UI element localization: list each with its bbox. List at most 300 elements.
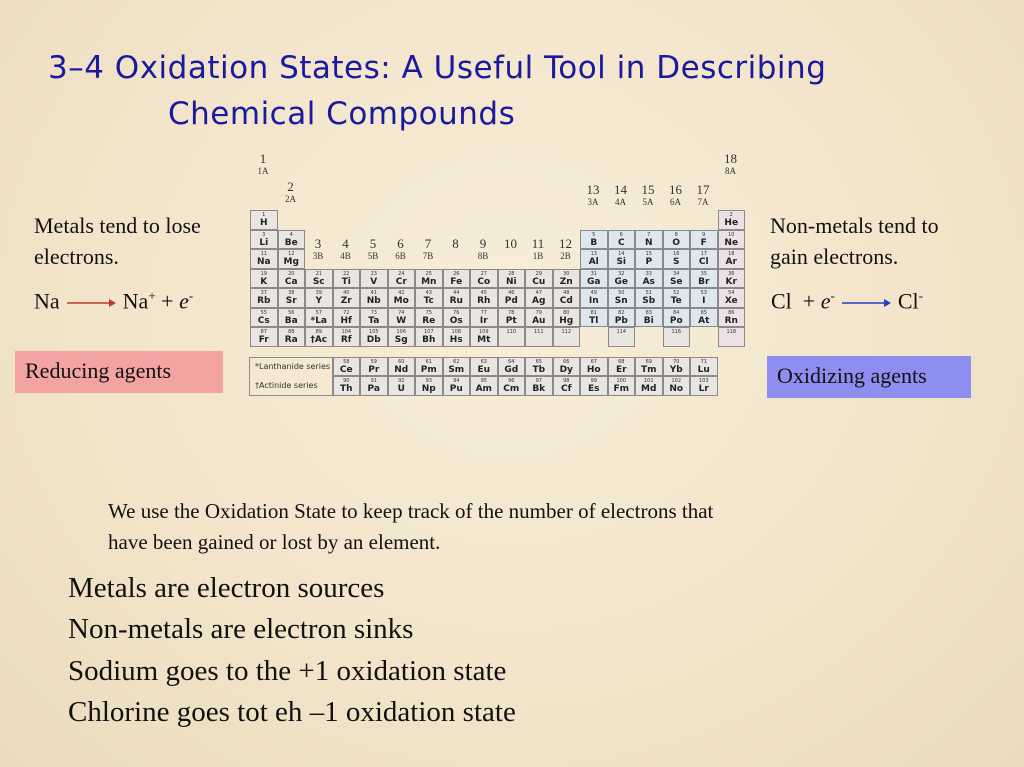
element-cell	[388, 308, 416, 328]
atomic-number: 61	[425, 358, 432, 365]
element-cell	[525, 327, 553, 347]
atomic-number: 71	[700, 358, 707, 365]
element-symbol: Ga	[587, 276, 601, 287]
atomic-number: 10	[728, 231, 735, 238]
element-cell	[415, 269, 443, 289]
element-symbol: Ni	[505, 276, 517, 287]
eq-na: Na	[34, 288, 60, 314]
element-cell	[525, 376, 553, 396]
element-cell	[250, 249, 278, 269]
element-cell	[635, 376, 663, 396]
group-subscript: 1B	[532, 251, 544, 261]
element-cell	[305, 308, 333, 328]
element-cell	[360, 288, 388, 308]
element-cell	[278, 308, 306, 328]
atomic-number: 33	[645, 270, 652, 277]
element-symbol: Cf	[560, 384, 572, 394]
element-cell	[250, 288, 278, 308]
element-symbol: Kr	[725, 276, 737, 287]
atomic-number: 37	[260, 290, 267, 296]
element-cell	[608, 269, 636, 289]
element-symbol: Fe	[450, 276, 463, 287]
element-symbol: Es	[587, 384, 600, 394]
element-cell	[553, 288, 581, 308]
group-number: 10	[504, 236, 517, 251]
element-symbol: Li	[259, 237, 269, 248]
element-cell	[278, 288, 306, 308]
element-symbol: Br	[698, 276, 710, 287]
element-symbol: W	[396, 315, 407, 326]
atomic-number: 91	[370, 378, 377, 384]
group-subscript: 7B	[422, 251, 434, 261]
element-cell	[250, 210, 278, 230]
group-number: 5	[369, 236, 377, 251]
group-label-10	[500, 238, 522, 251]
element-symbol: Nd	[394, 364, 409, 375]
group-label-7	[417, 238, 439, 262]
atomic-number: 108	[451, 329, 462, 335]
element-symbol: Fr	[258, 335, 269, 345]
element-symbol: Rf	[340, 335, 352, 345]
atomic-number: 25	[425, 270, 432, 277]
group-label-9	[472, 238, 494, 262]
element-cell	[608, 327, 636, 347]
element-cell	[663, 269, 691, 289]
element-cell	[250, 230, 278, 250]
element-symbol: Zr	[340, 296, 352, 306]
element-cell	[718, 327, 746, 347]
element-cell	[443, 357, 471, 377]
element-cell	[415, 357, 443, 377]
element-cell	[415, 376, 443, 396]
group-subscript: 4A	[615, 197, 626, 207]
eq-plus: +	[155, 288, 180, 314]
atomic-number: 57	[315, 309, 322, 316]
group-subscript: 4B	[340, 251, 351, 261]
element-symbol: As	[642, 276, 655, 287]
element-cell	[580, 230, 608, 250]
atomic-number: 40	[343, 290, 350, 296]
atomic-number: 2	[729, 212, 733, 218]
group-label-2	[280, 181, 302, 205]
atomic-number: 111	[533, 329, 544, 335]
element-symbol: Sr	[285, 296, 297, 306]
element-cell	[388, 288, 416, 308]
element-symbol: Gd	[504, 364, 519, 375]
atomic-number: 54	[728, 290, 735, 296]
element-cell	[608, 288, 636, 308]
atomic-number: 30	[563, 270, 570, 277]
actinide-series-label: †Actinide series	[255, 381, 318, 390]
element-cell	[525, 357, 553, 377]
element-symbol: At	[698, 315, 710, 326]
element-symbol: Cs	[257, 315, 270, 326]
element-symbol: Ra	[284, 335, 298, 345]
atomic-number: 9	[702, 231, 706, 238]
atomic-number: 110	[506, 329, 517, 335]
group-label-1	[252, 153, 274, 177]
element-cell	[333, 308, 361, 328]
metals-lose-text	[34, 210, 201, 272]
atomic-number: 95	[480, 378, 487, 384]
element-symbol: Nb	[366, 296, 381, 306]
atomic-number: 16	[673, 251, 680, 257]
element-symbol: Mt	[477, 335, 491, 345]
element-symbol: Hf	[340, 315, 352, 326]
atomic-number: 109	[478, 329, 489, 335]
element-symbol: H	[259, 218, 268, 228]
atomic-number: 67	[590, 358, 597, 365]
group-subscript: 8A	[725, 166, 736, 176]
element-cell	[498, 327, 526, 347]
group-number: 13	[586, 182, 600, 197]
element-symbol: Cl	[698, 257, 709, 267]
atomic-number: 31	[590, 270, 597, 277]
element-symbol: Ho	[586, 364, 601, 375]
element-symbol: Pa	[367, 384, 380, 394]
element-symbol: He	[724, 218, 739, 228]
atomic-number: 62	[453, 358, 460, 365]
atomic-number: 102	[671, 378, 682, 384]
group-label-3	[307, 238, 329, 262]
bullet-4: Chlorine goes tot eh –1 oxidation state	[68, 696, 516, 728]
atomic-number: 46	[508, 290, 515, 296]
element-symbol: Hg	[559, 315, 574, 326]
element-cell	[718, 269, 746, 289]
element-symbol: Sn	[614, 296, 628, 306]
group-number: 15	[641, 182, 655, 197]
element-symbol: I	[702, 296, 706, 306]
element-cell	[470, 269, 498, 289]
atomic-number: 63	[480, 358, 487, 365]
atomic-number: 45	[480, 290, 487, 296]
atomic-number: 1	[262, 212, 266, 218]
element-cell	[663, 249, 691, 269]
element-symbol: Tl	[589, 315, 599, 326]
group-number: 16	[669, 182, 682, 197]
element-symbol: Bk	[532, 384, 546, 394]
group-subscript: 8B	[477, 251, 489, 261]
atomic-number: 26	[453, 270, 460, 277]
metals-lose-line-1: Metals tend to lose	[34, 213, 201, 238]
group-number: 8	[452, 236, 459, 251]
element-cell	[635, 269, 663, 289]
element-symbol: P	[645, 257, 653, 267]
element-symbol: Ru	[449, 296, 463, 306]
atomic-number: 70	[673, 358, 680, 365]
element-cell	[498, 357, 526, 377]
element-cell	[278, 269, 306, 289]
element-cell	[580, 357, 608, 377]
atomic-number: 92	[398, 378, 405, 384]
element-cell	[663, 230, 691, 250]
element-cell	[470, 376, 498, 396]
atomic-number: 22	[343, 270, 350, 277]
element-cell	[553, 269, 581, 289]
element-cell	[333, 269, 361, 289]
eq-electron-right: e	[820, 288, 831, 314]
element-cell	[718, 210, 746, 230]
atomic-number: 15	[645, 251, 652, 257]
atomic-number: 6	[619, 231, 623, 238]
element-symbol: Tm	[640, 364, 657, 375]
atomic-number: 84	[673, 309, 680, 316]
element-cell	[525, 288, 553, 308]
eq-electron: e	[179, 288, 189, 314]
element-symbol: Te	[670, 296, 682, 306]
element-symbol: U	[397, 384, 405, 394]
atomic-number: 101	[643, 378, 654, 384]
element-symbol: Ti	[341, 276, 351, 287]
element-cell	[608, 357, 636, 377]
element-symbol: Pt	[505, 315, 517, 326]
atomic-number: 105	[368, 329, 379, 335]
element-symbol: Si	[616, 257, 627, 267]
element-symbol: K	[260, 276, 268, 287]
element-cell	[388, 269, 416, 289]
element-cell	[718, 230, 746, 250]
periodic-table	[247, 150, 750, 450]
atomic-number: 27	[480, 270, 487, 277]
atomic-number: 66	[563, 358, 570, 365]
atomic-number: 65	[535, 358, 542, 365]
element-symbol: Lu	[697, 364, 710, 375]
title-line-1: 3–4 Oxidation States: A Useful Tool in Describing	[48, 50, 827, 86]
atomic-number: 23	[370, 270, 377, 277]
atomic-number: 8	[674, 231, 678, 238]
element-cell	[250, 308, 278, 328]
element-cell	[360, 357, 388, 377]
atomic-number: 32	[618, 270, 625, 277]
element-symbol: Os	[449, 315, 463, 326]
element-cell	[553, 327, 581, 347]
element-symbol: Bh	[422, 335, 436, 345]
element-symbol: Sc	[312, 276, 325, 287]
eq-electron-charge: -	[188, 288, 194, 303]
element-symbol: Pr	[368, 364, 380, 375]
group-label-15	[637, 184, 659, 208]
element-cell	[663, 288, 691, 308]
element-symbol: Se	[669, 276, 683, 287]
lanthanide-series-label: *Lanthanide series	[255, 361, 331, 371]
atomic-number: 116	[671, 329, 682, 335]
atomic-number: 5	[592, 231, 596, 238]
group-number: 3	[314, 236, 322, 251]
group-number: 6	[397, 236, 404, 251]
atomic-number: 58	[343, 358, 350, 365]
element-cell	[498, 269, 526, 289]
atomic-number: 97	[535, 378, 542, 384]
element-cell	[470, 357, 498, 377]
atomic-number: 96	[508, 378, 515, 384]
element-symbol: Mo	[393, 296, 409, 306]
atomic-number: 12	[288, 251, 295, 257]
element-cell	[415, 288, 443, 308]
group-subscript: 5A	[642, 197, 654, 207]
atomic-number: 38	[288, 290, 295, 296]
group-number: 4	[342, 236, 349, 251]
atomic-number: 20	[288, 270, 295, 277]
atomic-number: 83	[645, 309, 652, 316]
element-symbol: Re	[422, 315, 436, 326]
element-cell	[663, 357, 691, 377]
element-cell	[333, 288, 361, 308]
atomic-number: 82	[618, 309, 625, 316]
atomic-number: 34	[673, 270, 680, 277]
atomic-number: 35	[700, 270, 707, 277]
group-number: 18	[724, 151, 737, 166]
group-label-12	[555, 238, 577, 262]
atomic-number: 93	[425, 378, 432, 384]
atomic-number: 41	[370, 290, 377, 296]
element-cell	[553, 308, 581, 328]
atomic-number: 94	[453, 378, 460, 384]
element-cell	[718, 288, 746, 308]
element-symbol: Ce	[339, 364, 353, 375]
atomic-number: 55	[260, 309, 267, 316]
atomic-number: 39	[315, 290, 322, 296]
bullet-1: Metals are electron sources	[68, 572, 385, 604]
atomic-number: 75	[425, 309, 432, 316]
group-subscript: 7A	[697, 197, 709, 207]
group-label-13	[582, 184, 604, 208]
eq-na-ion: Na	[122, 288, 149, 314]
element-symbol: No	[669, 384, 684, 394]
element-cell	[470, 288, 498, 308]
element-symbol: Np	[421, 384, 436, 394]
element-symbol: In	[588, 296, 599, 306]
element-symbol: Ir	[479, 315, 488, 326]
atomic-number: 73	[370, 309, 377, 316]
element-symbol: Pd	[504, 296, 518, 306]
atomic-number: 3	[262, 231, 266, 238]
element-symbol: Dy	[559, 364, 573, 375]
oxidation-state-explanation	[108, 496, 868, 558]
element-cell	[498, 288, 526, 308]
atomic-number: 56	[288, 309, 295, 316]
element-cell	[360, 327, 388, 347]
element-symbol: Tb	[532, 364, 546, 375]
element-symbol: Am	[475, 384, 492, 394]
eq-cl-ion: Cl	[897, 288, 919, 314]
element-cell	[690, 376, 718, 396]
element-symbol: Rb	[257, 296, 271, 306]
element-symbol: Ta	[368, 315, 380, 326]
atomic-number: 118	[726, 329, 737, 335]
element-cell	[635, 230, 663, 250]
element-symbol: Cm	[503, 384, 520, 394]
atomic-number: 72	[343, 309, 350, 316]
atomic-number: 103	[698, 378, 709, 384]
atomic-number: 88	[288, 329, 295, 335]
element-cell	[690, 269, 718, 289]
explanation-line-2: have been gained or lost by an element.	[108, 530, 441, 554]
atomic-number: 106	[396, 329, 407, 335]
group-subscript: 3B	[312, 251, 324, 261]
element-cell	[333, 357, 361, 377]
element-cell	[608, 308, 636, 328]
group-subscript: 2A	[285, 194, 296, 204]
element-symbol: C	[617, 237, 625, 248]
group-subscript: 3A	[587, 197, 599, 207]
reducing-agents-label: Reducing agents	[15, 351, 223, 393]
atomic-number: 68	[618, 358, 625, 365]
eq-na-charge: +	[148, 288, 156, 303]
element-symbol: Ca	[284, 276, 298, 287]
atomic-number: 79	[535, 309, 542, 316]
element-cell	[580, 269, 608, 289]
element-symbol: Xe	[724, 296, 738, 306]
group-label-8	[445, 238, 467, 251]
group-number: 7	[424, 236, 432, 251]
element-cell	[278, 230, 306, 250]
element-symbol: Au	[532, 315, 546, 326]
element-cell	[305, 288, 333, 308]
group-number: 2	[287, 179, 294, 194]
group-subscript: 6A	[670, 197, 681, 207]
element-cell	[608, 376, 636, 396]
atomic-number: 44	[453, 290, 460, 296]
eq-cl-charge: -	[918, 288, 923, 303]
element-cell	[388, 327, 416, 347]
nonmetals-gain-line-1: Non-metals tend to	[770, 213, 939, 238]
element-cell	[250, 327, 278, 347]
group-label-16	[665, 184, 687, 208]
element-cell	[635, 288, 663, 308]
element-cell	[608, 230, 636, 250]
element-cell	[635, 357, 663, 377]
chlorine-equation	[771, 288, 923, 314]
element-symbol: Sm	[448, 364, 465, 375]
group-number: 9	[479, 236, 487, 251]
element-cell	[388, 357, 416, 377]
group-number: 14	[614, 182, 627, 197]
element-cell	[553, 376, 581, 396]
atomic-number: 80	[563, 309, 570, 316]
group-number: 17	[696, 182, 710, 197]
element-symbol: Po	[669, 315, 683, 326]
atomic-number: 11	[260, 251, 267, 257]
element-symbol: Er	[615, 364, 627, 375]
atomic-number: 13	[590, 251, 597, 257]
atomic-number: 112	[561, 329, 572, 335]
element-cell	[690, 357, 718, 377]
atomic-number: 89	[315, 329, 322, 335]
group-subscript: 2B	[560, 251, 571, 261]
element-symbol: F	[700, 237, 707, 248]
atomic-number: 77	[480, 309, 487, 316]
atomic-number: 43	[425, 290, 432, 296]
group-label-4	[335, 238, 357, 262]
element-symbol: Ag	[532, 296, 546, 306]
atomic-number: 90	[343, 378, 350, 384]
group-number: 1	[259, 151, 267, 166]
element-cell	[580, 249, 608, 269]
atomic-number: 85	[700, 309, 707, 316]
atomic-number: 18	[728, 251, 735, 257]
eq-cl: Cl	[771, 288, 792, 314]
atomic-number: 114	[616, 329, 627, 335]
element-symbol: Fm	[613, 384, 630, 394]
atomic-number: 49	[590, 290, 597, 296]
atomic-number: 104	[341, 329, 352, 335]
element-symbol: Ge	[614, 276, 628, 287]
atomic-number: 60	[398, 358, 405, 365]
atomic-number: 87	[260, 329, 267, 335]
group-label-18	[720, 153, 742, 177]
element-cell	[608, 249, 636, 269]
element-symbol: Lr	[698, 384, 709, 394]
